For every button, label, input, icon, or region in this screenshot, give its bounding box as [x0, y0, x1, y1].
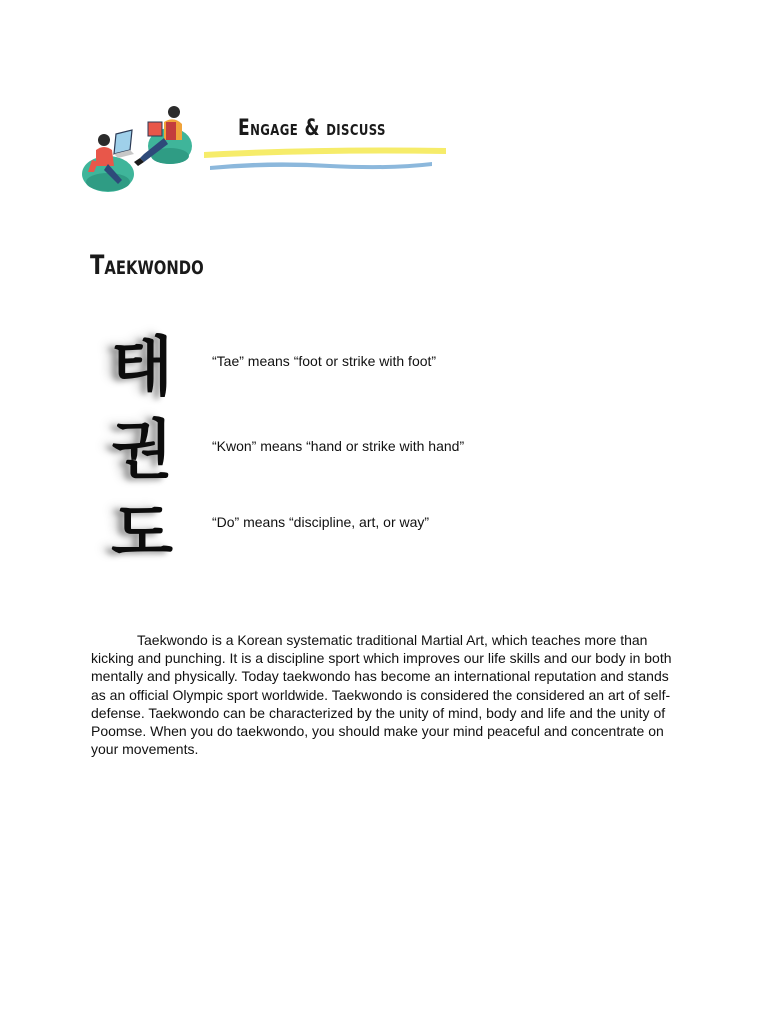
hangul-calligraphy — [96, 332, 188, 570]
page-title: Taekwondo — [90, 250, 204, 281]
heading-underline-strokes — [200, 144, 450, 174]
hangul-kwon: 권 — [111, 413, 173, 488]
meaning-do: “Do” means “discipline, art, or way” — [212, 514, 430, 530]
hangul-do: 도 — [111, 496, 173, 571]
body-paragraph: Taekwondo is a Korean systematic traditional Martial Art, which teaches more than kicking and punching. It is a discipline sport which improves our life skills and our body in both mentally and physically. Today taekwondo has become an international reputation and stands as an official Olympic sport worldwide. Taekwondo is considered the considered an art of self- defense. Taekwondo can be characterized by the unity of mind, body and life and the unity of Poomse. When you do taekwondo, you should make your mind peaceful and concentrate on your movements. — [91, 632, 672, 758]
meaning-tae: “Tae” means “foot or strike with foot” — [212, 353, 437, 369]
hangul-tae: 태 — [111, 330, 173, 405]
section-heading: Engage & discuss — [238, 116, 386, 141]
meaning-kwon: “Kwon” means “hand or strike with hand” — [212, 438, 465, 454]
people-with-laptops-icon — [78, 100, 196, 196]
